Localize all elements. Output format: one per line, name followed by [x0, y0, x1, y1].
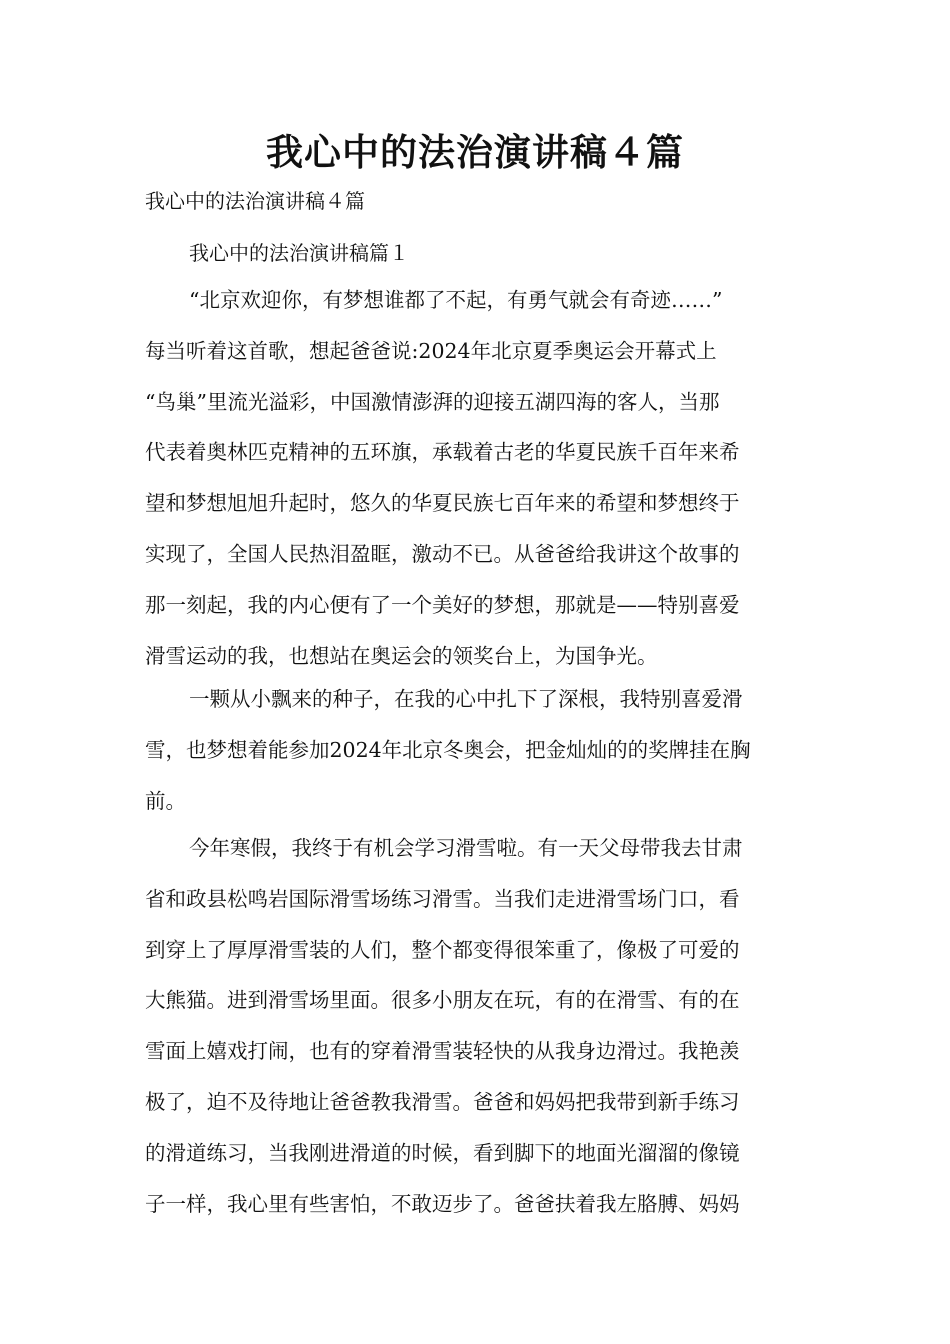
document-subtitle: 我心中的法治演讲稿４篇	[145, 189, 365, 213]
paragraph-line: 雪，也梦想着能参加2024年北京冬奥会，把金灿灿的的奖牌挂在胸	[145, 737, 751, 762]
paragraph-3	[145, 823, 810, 1229]
paragraph-1	[145, 275, 810, 681]
paragraph-line: 大熊猫。进到滑雪场里面。很多小朋友在玩，有的在滑雪、有的在	[145, 988, 740, 1013]
paragraph-line: 极了，迫不及待地让爸爸教我滑雪。爸爸和妈妈把我带到新手练习	[145, 1089, 740, 1114]
paragraph-line: 子一样，我心里有些害怕，不敢迈步了。爸爸扶着我左胳膊、妈妈	[145, 1191, 740, 1216]
paragraph-line: 代表着奥林匹克精神的五环旗，承载着古老的华夏民族千百年来希	[145, 440, 740, 465]
document-title: 我心中的法治演讲稿４篇	[266, 131, 684, 174]
paragraph-line: 今年寒假，我终于有机会学习滑雪啦。有一天父母带我去甘肃	[189, 836, 743, 860]
paragraph-line: 滑雪运动的我，也想站在奥运会的领奖台上，为国争光。	[145, 643, 658, 668]
paragraph-line: 一颗从小飘来的种子，在我的心中扎下了深根，我特别喜爱滑	[189, 687, 743, 711]
paragraph-line: “北京欢迎你，有梦想谁都了不起，有勇气就会有奇迹……”	[189, 288, 723, 312]
paragraph-2	[145, 674, 810, 826]
paragraph-line: 到穿上了厚厚滑雪装的人们，整个都变得很笨重了，像极了可爱的	[145, 937, 740, 962]
paragraph-line: 望和梦想旭旭升起时，悠久的华夏民族七百年来的希望和梦想终于	[145, 491, 740, 516]
section-heading: 我心中的法治演讲稿篇１	[189, 241, 409, 265]
paragraph-line: 每当听着这首歌，想起爸爸说:2024年北京夏季奥运会开幕式上	[145, 338, 717, 363]
paragraph-line: 那一刻起，我的内心便有了一个美好的梦想，那就是——特别喜爱	[145, 592, 740, 617]
paragraph-line: 省和政县松鸣岩国际滑雪场练习滑雪。当我们走进滑雪场门口，看	[145, 886, 740, 911]
paragraph-line: 前。	[145, 788, 186, 813]
paragraph-line: 实现了，全国人民热泪盈眶，激动不已。从爸爸给我讲这个故事的	[145, 541, 740, 566]
paragraph-line: 雪面上嬉戏打闹，也有的穿着滑雪装轻快的从我身边滑过。我艳羡	[145, 1039, 740, 1064]
paragraph-line: “鸟巢”里流光溢彩，中国激情澎湃的迎接五湖四海的客人，当那	[145, 389, 720, 414]
paragraph-line: 的滑道练习，当我刚进滑道的时候，看到脚下的地面光溜溜的像镜	[145, 1140, 740, 1165]
